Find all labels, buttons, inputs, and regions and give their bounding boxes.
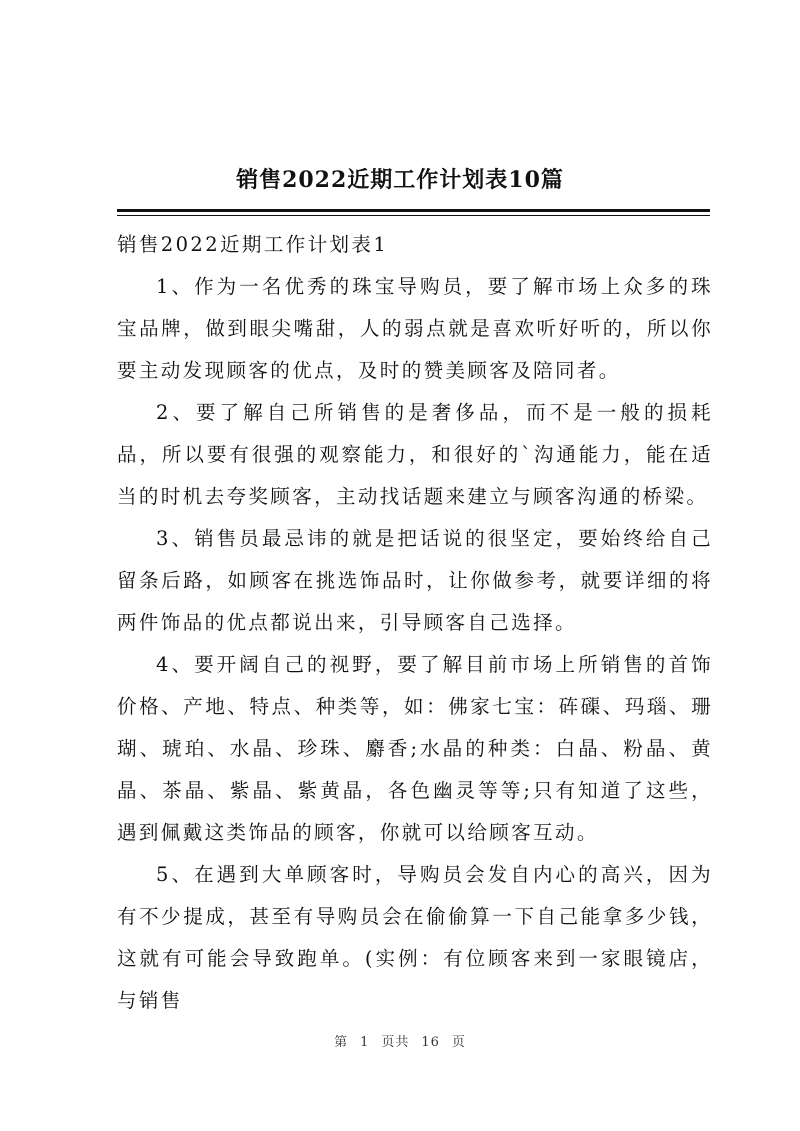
title-rule-thick — [117, 209, 710, 212]
paragraph-4: 4、要开阔自己的视野，要了解目前市场上所销售的首饰价格、产地、特点、种类等，如：佛家七宝：砗磲、玛瑙、珊瑚、琥珀、水晶、珍珠、麝香;水晶的种类：白晶、粉晶、黄晶、茶晶、紫晶、紫黄晶，各色幽灵等等;只有知道了这些，遇到佩戴这类饰品的顾客，你就可以给顾客互动。 — [117, 653, 713, 844]
document-body — [117, 224, 713, 1022]
title-rule-thin — [117, 215, 710, 216]
page-footer — [0, 1031, 800, 1050]
footer-prefix: 第 — [334, 1035, 349, 1050]
paragraph-3: 3、销售员最忌讳的就是把话说的很坚定，要始终给自己留条后路，如顾客在挑选饰品时，让你做参考，就要详细的将两件饰品的优点都说出来，引导顾客自己选择。 — [117, 527, 713, 634]
footer-middle: 页共 — [381, 1035, 410, 1050]
paragraph-2: 2、要了解自己所销售的是奢侈品，而不是一般的损耗品，所以要有很强的观察能力，和很好的`沟通能力，能在适当的时机去夸奖顾客，主动找话题来建立与顾客沟通的桥梁。 — [117, 401, 713, 508]
footer-page-number: 1 — [360, 1035, 370, 1050]
footer-suffix: 页 — [451, 1035, 466, 1050]
footer-total-pages: 16 — [421, 1035, 440, 1050]
section-heading: 销售2022近期工作计划表1 — [117, 233, 389, 256]
document-title: 销售2022近期工作计划表10篇 — [236, 167, 564, 193]
paragraph-1: 1、作为一名优秀的珠宝导购员，要了解市场上众多的珠宝品牌，做到眼尖嘴甜，人的弱点就是喜欢听好听的，所以你要主动发现顾客的优点，及时的赞美顾客及陪同者。 — [117, 275, 713, 382]
paragraph-5: 5、在遇到大单顾客时，导购员会发自内心的高兴，因为有不少提成，甚至有导购员会在偷偷算一下自己能拿多少钱，这就有可能会导致跑单。(实例：有位顾客来到一家眼镜店，与销售 — [117, 863, 713, 1012]
